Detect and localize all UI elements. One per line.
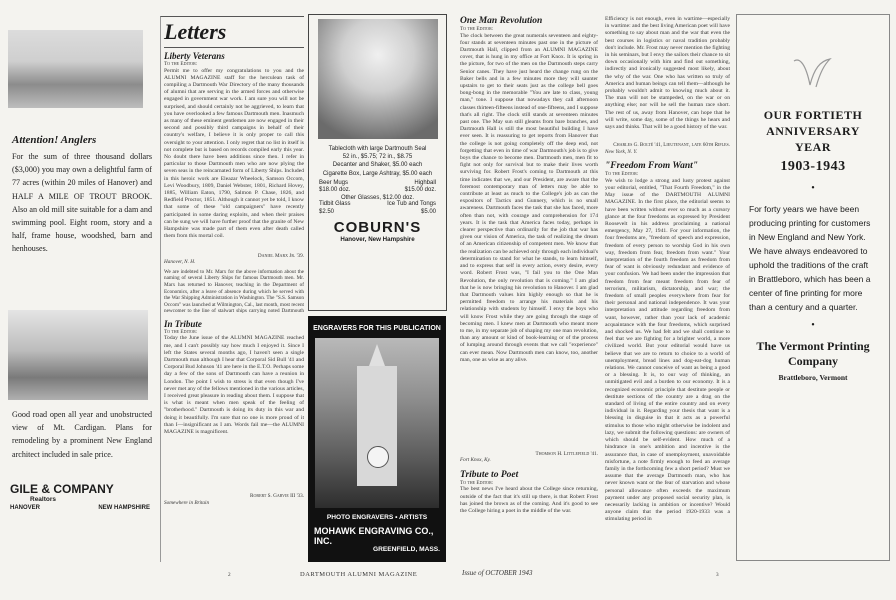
beer-mugs-price: $18.00 doz.	[319, 187, 351, 194]
in-tribute-signature: Robert S. Garvie III '33.	[250, 493, 304, 500]
farmhouse-photo	[8, 30, 143, 108]
efficiency-body: Efficiency is not enough, even in wartime—especially in wartime: and the best living American poet will have something to say about man and the war that even the best courses in logistics or naval tradition probably don't include. Mr. Frost may never mention the fighting in his seminars, but I envy the sailors their chance to sit down occasionally with him and find out something, indirectly and ironically suggested most likely, about the why of the war. One who has written so truly of America and human beings can tell them—although he probably wouldn't admit to knowing much about it. The man will not be stampeded, on the war or on anything else; nor will he sell the human race short. The rest of us, away from Hanover, can hope that he will write, some day, some of the things he hears and says and thinks. That will be a good history of the war.	[605, 16, 730, 131]
liberty-veterans-heading: Liberty Veterans	[164, 51, 225, 61]
lodge-line-3: Decanter and Shaker, $5.00 each	[332, 162, 423, 169]
vermont-place: Brattleboro, Vermont	[778, 373, 848, 382]
efficiency-place: New York, N. Y.	[605, 148, 638, 155]
other-glasses: Other Glasses, $12.00 doz.	[340, 195, 415, 201]
liberty-veterans-note: We are indebted to Mr. Marx for the above information about the naming of several Liberty Ships for famous Dartmouth men. Mr. Marx has returned to Hanover, teaching in the Department of Economics, after a leave of absence during which he served with the War Shipping Administration in Washington. The "S.S. Samson Occom" was launched at Wilmington, Cal., last month, most recent newcomer to the line of stalwart ships carrying noted Dartmouth	[164, 268, 304, 315]
one-man-revolution-place: Fort Knox, Ky.	[460, 457, 491, 464]
freedom-from-want-heading: "Freedom From Want"	[605, 161, 699, 172]
engravers-tagline: PHOTO ENGRAVERS • ARTISTS	[326, 514, 428, 521]
one-man-revolution-body: The clock between the great numerals seventeen and eighty-four stands at seventeen minutes past one in the picture of Dartmouth Hall, clipped from an ALUMNI MAGAZINE cover, that is hung in my office at Fort Knox. It is spring in the picture, for two of the men on the Dartmouth steps carry Senior canes. They have just heard the change rung on the Baker bells and in a few minutes more they will saunter upstairs to get to their seats just as the college bell goes bong-bong in the memorable "You are late to class, young man," tone. I suppose that nowadays they call afternoon classes thirteen-fifteens instead of one-fifteens, and I suppose that's all right. The clock still stands at seventeen minutes past one. The May sun still gleams from bare branches, and Dartmouth Hall is still the most beautiful building I have ever seen. It is reassuring to get reports from Hanover that the college is not going completely off the deep end, not forgetting that even in time of war Dartmouth's job is to give boys the chance to become men. Dartmouth men, men fit to fight not only for survival but to make their lives worth surviving for. Robert Frost's coming to Dartmouth at this time indicates that we, and our President, are aware that the foremost contemporary man of letters may be able to contribute at least as much to the College's job as can the expositors of Tactics and Gunnery, which is no small awareness. Dartmouth faces the task that she has faced, more often than not, with courage and comprehension for 174 years. It is the task that America faces today, perhaps in clearer perspective than ordinarily for the job that war has given our vision of America, the task of realizing the dream of an American citizenship of competent men. We know that the realization can be achieved only through each individual's determination to stand for what he stands, to learn himself, and to express that self in every action, every desire, every word. Robert Frost was, "I fail you to the One Man Revolution, the only revolution that is coming." I am glad that he is now bringing his revolution to Hanover. I am glad that Dartmouth values him highly enough so that he is permitted freedom to arrange his materials and his relationship with students by himself. I envy the boys who will know Frost while they are going through the stage of becoming men. I knew men at Dartmouth who meant more to me, in my separate job of shaping my one man revolution, than any amount or kind of book-learning or of the process of lumping around through events that we call "experience" can ever mean. Now Dartmouth men can know, too, another man, one as wise as any alive.	[460, 32, 598, 363]
road-text: Good road open all year and unobstructed view of Mt. Cardigan. Plans for remodeling by a prominent New England architect included in sale price.	[12, 410, 152, 459]
vermont-title-line-4: 1903-1943	[780, 159, 846, 174]
attention-heading: Attention! Anglers	[12, 134, 97, 146]
magazine-footer: DARTMOUTH ALUMNI MAGAZINE	[300, 571, 418, 578]
gile-ad	[10, 482, 150, 524]
coburns-ad	[308, 14, 447, 311]
in-tribute-place: Somewhere in Britain	[164, 499, 210, 506]
clock-tower-photo	[315, 338, 439, 508]
beer-mugs: Beer Mugs	[319, 179, 349, 186]
to-editor-2: To the Editor:	[164, 328, 198, 335]
tower-clock-face	[367, 446, 389, 468]
vermont-bullet-1: •	[811, 183, 815, 194]
to-editor-3: To the Editor:	[460, 26, 494, 32]
liberty-veterans-body: Permit me to offer my congratulations to you and the ALUMNI MAGAZINE staff for the herculean task of compiling a Dartmouth War Directory of the many thousands of alumni that are serving in the armed forces and otherwise engaged in government war work. I am sure you will not be surprised, and should certainly not be aggrieved, to learn that you have overlooked a few famous Dartmouth men. Inasmuch as many of these eminent gentlemen are now engaged in their second and possibly third campaigns in behalf of their country's welfare, I believe it is only proper to call this oversight to your attention. I only regret that no list in itself is not complete but is based on records compiled early this year. No doubt there have been additions since then. I refer in particular to those Dartmouth men who are now plying the seven seas in the reincarnated form of Liberty Ships. Included in this heroic work are Eleazar Wheelock, Samson Occom, Levi Woodbury, 1809, Daniel Webster, 1801, Richard Hovey, 1885, William Eaton, 1790, Salmon P. Chase, 1826, and Redfield Proctor, 1851. Although it cannot yet be told, I know that some of these "old campaigners" have recently participated in some daring exploits, and when their praises can be sung we will have further proof that the granite of New Hampshire was made part of them even after death called them from this mortal coil.	[164, 67, 304, 240]
engravers-name: MOHAWK ENGRAVING CO., INC.	[314, 526, 434, 546]
engravers-heading: ENGRAVERS FOR THIS PUBLICATION	[313, 325, 441, 332]
one-man-revolution-heading: One Man Revolution	[460, 16, 543, 26]
tower-spire	[369, 344, 385, 366]
gile-town: HANOVER	[10, 505, 41, 511]
mohawk-engraving-ad	[308, 316, 446, 562]
issue-footer: Issue of OCTOBER 1943	[462, 569, 533, 577]
one-man-revolution-signature: Thomson H. Littlefield '41.	[535, 450, 598, 457]
lodge-line-4: Cigarette Box, Large Ashtray, $5.00 each	[322, 170, 433, 177]
tidbit-price: $2.50	[319, 208, 335, 215]
gile-state: NEW HAMPSHIRE	[98, 505, 150, 511]
vermont-title-line-3: YEAR	[794, 140, 831, 154]
right-column-1	[460, 16, 598, 568]
left-page-number: 2	[228, 572, 231, 578]
right-column-2	[605, 16, 730, 568]
letters-column	[160, 16, 304, 562]
freedom-from-want-body: We wish to lodge a strong and lusty protest against your editorial, entitled, "That Fourth Freedom," in the May issue of the DARTMOUTH ALUMNI MAGAZINE. In the first place, the editorial seems to have been written without ever so much as a cursory glance at the four freedoms as expressed by President Roosevelt in his address proclaiming a national emergency, May 27, 1941. For your information, the four freedoms are, "freedom of speech and expression, freedom of every person to worship God in his own way, freedom from fear, freedom from want." Your interpretation of the fourth freedom as freedom from fear of want is obviously redundant and evidence of your confusion. We had been under the impression that freedom from fear meant freedom from fear of terrorism, militarism, dictatorship, and war; the freedom of small peoples everywhere from fear for their personal and national independence. It was your interpretation and attitude regarding freedom from want, however, rather than your lack of academic acquaintance with the four freedoms, which surprised and shocked us. We had felt and we shall continue to feel that we are fighting for a brighter world, a more civilized world. But your editorial would have us believe that we are to return to choice to a world of unemployment, bread lines and dog-eat-dog human relations. We cannot conceive of want as being a good or a blessing. It is, to our way of thinking, an unmitigated evil and a burden to our economy. It is a recognized economic principle that destitute people or destitute sections of the country are a drag on the standard of living of the entire country and on every individual in it. Regarding your thesis that want is a blessing in disguise in that it acts as a powerful stimulus to those who might otherwise be indolent and lazy, we submit the following questions: are owners of which should be self-evident. How much of a hindrance in one's ambition and incentive is the assurance that, in case of unemployment, unavoidable misfortune, a note firmly enough to feed an average family in the forthcoming few a short period? Must we assume that the average Dartmouth man, who has never known want or the fear of starvation and whose personal allowance often exceeds the maximum payment under any proposed social security plan, is necessarily lacking in ambition or incentive? Would anyone claim that the period 1920-1933 was a stimulating period in	[605, 177, 730, 523]
ice-tub: Ice Tub and Tongs	[387, 201, 436, 207]
gile-name: GILE & COMPANY	[10, 482, 114, 496]
coburns-place: Hanover, New Hampshire	[340, 236, 415, 244]
coburns-name: COBURN'S	[333, 219, 422, 237]
tidbit-glass: Tidbit Glass	[319, 201, 351, 207]
tribute-to-poet-body: The best news I've heard about the College since returning, outside of the fact that it's still up there, is that Robert Frost has joined the brown as of the coming. And it's good to see the College hiring a poet in the middle of the war.	[460, 486, 598, 514]
right-page-number: 3	[716, 572, 719, 578]
in-tribute-heading: In Tribute	[164, 318, 202, 329]
attention-text: For the sum of three thousand dollars ($3,000) you may own a delightful farm of 77 acres (within 20 miles of Hanover) and HALF A MILE OF TROUT BROOK. Also an old mill site suitable for a dam and swimming pool. Eight room, story and a half, frame house, woodshed, barn and henhouses.	[12, 152, 152, 254]
lodge-line-2: 52 in., $5.75; 72 in., $8.75	[342, 154, 413, 161]
dartmouth-items-photo	[318, 19, 438, 139]
efficiency-signature: Charles G. Bolté '41, Lieutenant, late 60th Rifles.	[613, 142, 730, 148]
vermont-bullet-2: •	[811, 320, 815, 331]
vermont-company: The Vermont Printing Company	[756, 339, 870, 368]
vermont-title-line-1: OUR FORTIETH	[763, 108, 863, 122]
letters-title: Letters	[164, 19, 227, 44]
ice-tub-price: $5.00	[420, 208, 436, 215]
to-editor-5: To the Editor:	[605, 171, 639, 178]
in-tribute-body: Today the June issue of the ALUMNI MAGAZINE reached me, and I can't possibly say how much I enjoyed it. Since I left the States several months ago, I haven't seen a single Dartmouth man although I hear that Corporal Sid Bull '41 and Corporal Bud Johnson '41 are here in the E.T.O. Perhaps some day a few of the sons of Dartmouth can have a reunion in London. The point I wish to stress is that even though I've never met any of the fellows mentioned in the various articles, I received great pleasure in reading about them. I suppose that is what is meant when men speak of the feeling of "brotherhood." Dartmouth is doing its duty in this war and doing it beautifully. I'm sure that no one is more proud of it than I—insignificant as I am. Words fail me—the ALUMNI MAGAZINE is magnificent.	[164, 335, 304, 436]
gile-sub: Realtors	[30, 496, 57, 503]
vermont-title-line-2: ANNIVERSARY	[766, 124, 860, 138]
vermont-monogram-icon	[790, 55, 836, 93]
lodge-line-1: Tablecloth with large Dartmouth Seal	[328, 146, 427, 152]
vermont-body: For forty years we have been producing printing for customers in New England and New York. We have always endeavored to uphold the traditions of the craft in Brattleboro, which has been a center of fine printing for more than a century and a quarter.	[749, 204, 871, 312]
tower-silhouette	[357, 366, 397, 486]
engravers-city: GREENFIELD, MASS.	[372, 546, 440, 553]
tribute-to-poet-heading: Tribute to Poet	[460, 469, 519, 480]
road-photo	[8, 310, 148, 400]
liberty-veterans-place: Hanover, N. H.	[164, 259, 196, 266]
highball-price: $15.00 doz.	[404, 187, 436, 194]
liberty-veterans-signature: Daniel Marx Jr. '39.	[257, 252, 304, 259]
vermont-printing-ad	[736, 14, 890, 561]
to-editor-4: To the Editor:	[460, 479, 494, 486]
highball: Highball	[414, 179, 436, 186]
to-editor-1: To the Editor:	[164, 61, 198, 67]
